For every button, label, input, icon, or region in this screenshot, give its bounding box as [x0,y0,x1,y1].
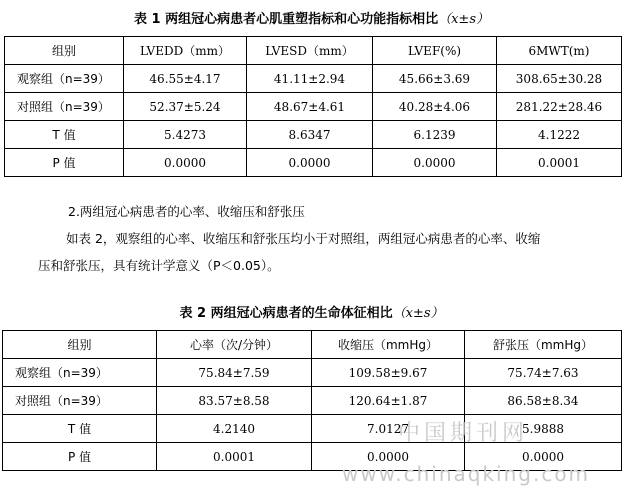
table1-caption: 表 1 两组冠心病患者心肌重塑指标和心功能指标相比（x±s） [133,12,489,27]
table2-cell: 86.58±8.34 [465,387,622,415]
table2-cell: 4.2140 [157,415,312,443]
table1 [4,36,622,177]
table1-header-cell: 组别 [5,37,124,65]
table1-stat-cell: T 值 [5,121,124,149]
table1-cell: 0.0000 [373,149,497,177]
table2-group-cell: 观察组（n=39） [3,359,157,387]
watermark-cn: 中国期刊网 [398,421,529,446]
table2-cell: 5.9888 [465,415,622,443]
paragraph-line-1: 如表 2，观察组的心率、收缩压和舒张压均小于对照组，两组冠心病患者的心率、收缩 [66,231,541,246]
table2-stat-cell: T 值 [3,415,157,443]
table1-cell: 48.67±4.61 [247,93,373,121]
table2-caption: 表 2 两组冠心病患者的生命体征相比（x±s） [179,306,444,321]
table1-cell: 46.55±4.17 [124,65,247,93]
table1-cell: 281.22±28.46 [497,93,622,121]
table-row [3,359,622,387]
table-row [3,387,622,415]
table2-caption-stat: （x±s） [392,306,444,321]
section-heading: 2.两组冠心病患者的心率、收缩压和舒张压 [68,204,305,219]
table1-cell: 8.6347 [247,121,373,149]
table2-cell: 0.0000 [465,443,622,471]
table1-caption-stat: （x±s） [438,12,489,27]
table2-group-cell: 对照组（n=39） [3,387,157,415]
table1-header-cell: LVEF(%) [373,37,497,65]
table2-header-cell: 舒张压（mmHg） [465,331,622,359]
table2-cell: 0.0001 [157,443,312,471]
table1-cell: 0.0000 [124,149,247,177]
watermark-url: www.chinaqking.com [342,462,591,486]
table2-stat-cell: P 值 [3,443,157,471]
table2-header-cell: 心率（次/分钟） [157,331,312,359]
table1-cell: 0.0001 [497,149,622,177]
paragraph-line-2: 压和舒张压，具有统计学意义（P＜0.05）。 [38,258,280,273]
table-row [5,149,622,177]
table-row [3,415,622,443]
table1-cell: 4.1222 [497,121,622,149]
table1-group-cell: 观察组（n=39） [5,65,124,93]
table1-cell: 308.65±30.28 [497,65,622,93]
table-row [5,93,622,121]
table2-cell: 0.0000 [312,443,465,471]
table2 [2,330,622,471]
table1-cell: 45.66±3.69 [373,65,497,93]
table2-header-cell: 收缩压（mmHg） [312,331,465,359]
table2-cell: 7.0127 [312,415,465,443]
table-row [5,65,622,93]
table-row [5,121,622,149]
table2-cell: 109.58±9.67 [312,359,465,387]
table1-cell: 0.0000 [247,149,373,177]
table2-cell: 75.84±7.59 [157,359,312,387]
table1-group-cell: 对照组（n=39） [5,93,124,121]
table1-stat-cell: P 值 [5,149,124,177]
table2-header-cell: 组别 [3,331,157,359]
table2-header-row [3,331,622,359]
table1-header-cell: LVEDD（mm） [124,37,247,65]
table1-cell: 40.28±4.06 [373,93,497,121]
table1-cell: 6.1239 [373,121,497,149]
table1-header-cell: LVESD（mm） [247,37,373,65]
table2-cell: 83.57±8.58 [157,387,312,415]
table1-cell: 41.11±2.94 [247,65,373,93]
table1-header-cell: 6MWT(m) [497,37,622,65]
table1-cell: 52.37±5.24 [124,93,247,121]
table2-cell: 75.74±7.63 [465,359,622,387]
table1-cell: 5.4273 [124,121,247,149]
table1-header-row [5,37,622,65]
table2-cell: 120.64±1.87 [312,387,465,415]
